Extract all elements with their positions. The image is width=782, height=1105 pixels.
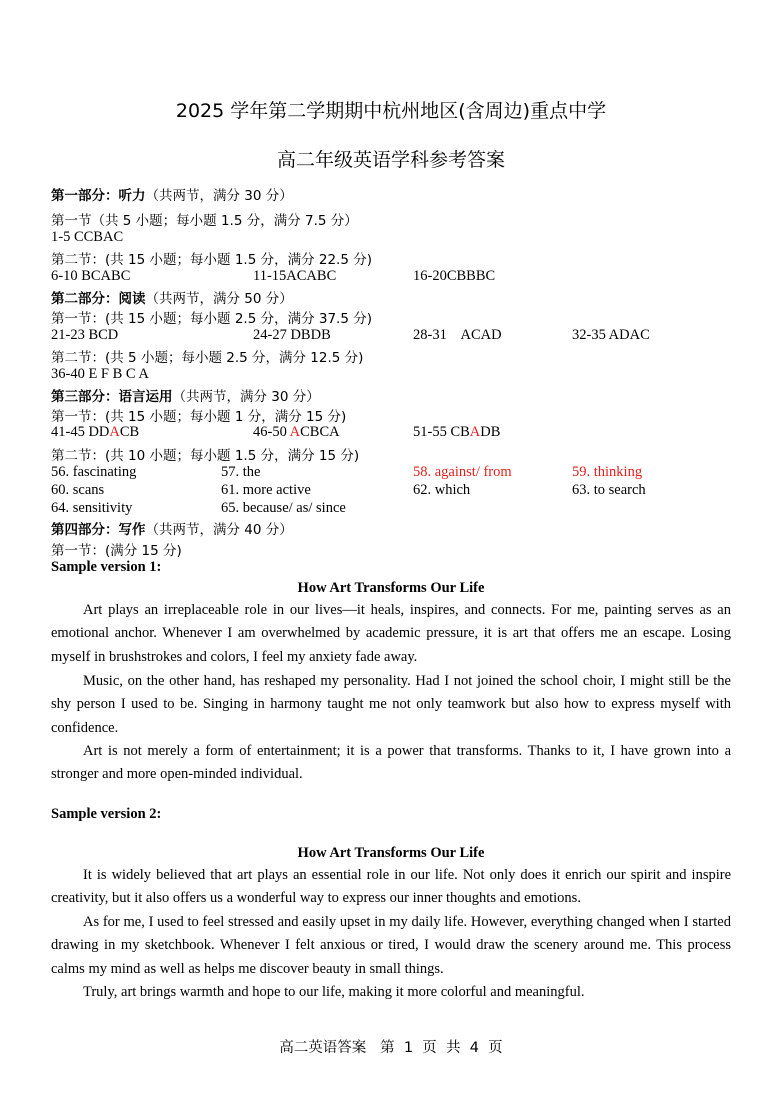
answer-51-55-prefix: 51-55 CB xyxy=(413,424,470,440)
document-title-line2: 高二年级英语学科参考答案 xyxy=(276,149,505,171)
answer-64: 64. sensitivity xyxy=(51,500,133,516)
part4-section1: 第一节：(满分 15 分) xyxy=(51,543,182,559)
part3-heading xyxy=(51,385,320,405)
answer-21-23: 21-23 BCD xyxy=(51,327,119,343)
part1-section1: 第一节（共 5 小题；每小题 1.5 分，满分 7.5 分） xyxy=(51,213,358,229)
part1-heading-note: （共两节，满分 30 分） xyxy=(145,188,293,204)
answer-41-45-prefix: 41-45 DD xyxy=(51,424,110,440)
answer-63: 63. to search xyxy=(572,482,646,498)
answer-61: 61. more active xyxy=(221,482,311,498)
answer-24-27: 24-27 DBDB xyxy=(253,327,331,343)
part4-heading xyxy=(51,518,293,538)
answer-6-10: 6-10 BCABC xyxy=(51,268,131,284)
sample2-paragraph1: It is widely believed that art plays an essential role in our life. Not only does it enrich our spirit and inspire creativity, but it also offers us a wonderful way to express our inner thoughts and emotions. xyxy=(51,867,731,907)
sample2-paragraph2: As for me, I used to feel stressed and easily upset in my daily life. However, everything changed when I started drawing in my sketchbook. Whenever I felt anxious or tired, I would draw the scenery around me. This process calms my mind as well as helps me discover beauty in small things. xyxy=(51,914,731,977)
answer-36-40: 36-40 E F B C A xyxy=(51,366,149,382)
answer-60: 60. scans xyxy=(51,482,105,498)
part3-section2: 第二节：(共 10 小题；每小题 1.5 分，满分 15 分) xyxy=(51,448,360,464)
part3-heading-label: 第三部分：语言运用 xyxy=(51,389,173,405)
sample2-label: Sample version 2: xyxy=(51,806,162,822)
part3-heading-note: （共两节，满分 30 分） xyxy=(172,389,320,405)
answer-59: 59. thinking xyxy=(572,464,643,480)
answer-41-45-highlight: A xyxy=(109,424,120,440)
page-footer: 高二英语答案 第 1 页 共 4 页 xyxy=(279,1040,503,1056)
sample2-paragraph3: Truly, art brings warmth and hope to our life, making it more colorful and meaningful. xyxy=(83,984,585,1000)
document-title-line1: 2025 学年第二学期期中杭州地区(含周边)重点中学 xyxy=(175,100,607,122)
sample1-label: Sample version 1: xyxy=(51,559,162,575)
answer-28-31: 28-31 ACAD xyxy=(413,327,502,343)
sample1-paragraph1: Art plays an irreplaceable role in our lives—it heals, inspires, and connects. For me, painting serves as an emotional anchor. Whenever I am overwhelmed by academic pressure, it is art that offers me an escape. Losing myself in brushstrokes and colors, I feel my anxiety fade away. xyxy=(51,602,731,665)
part2-heading-note: （共两节，满分 50 分） xyxy=(145,291,293,307)
answer-16-20: 16-20CBBBC xyxy=(413,268,496,284)
part4-heading-label: 第四部分：写作 xyxy=(51,522,146,538)
answer-51-55 xyxy=(413,424,500,441)
part2-heading-label: 第二部分：阅读 xyxy=(51,291,146,307)
answer-41-45 xyxy=(51,424,139,441)
answer-46-50 xyxy=(253,424,340,441)
sample1-paragraph3: Art is not merely a form of entertainment; it is a power that transforms. Thanks to it, I have grown into a stronger and more open-minded individual. xyxy=(51,743,731,783)
answer-46-50-prefix: 46-50 xyxy=(253,424,290,440)
answer-58: 58. against/ from xyxy=(413,464,512,480)
part1-heading-label: 第一部分：听力 xyxy=(51,188,146,204)
part2-section2: 第二节：(共 5 小题；每小题 2.5 分，满分 12.5 分) xyxy=(51,350,364,366)
part2-heading xyxy=(51,287,293,307)
sample1-title: How Art Transforms Our Life xyxy=(297,580,485,596)
answer-51-55-suffix: DB xyxy=(480,424,501,440)
sample2-title: How Art Transforms Our Life xyxy=(297,845,485,861)
answer-1-5: 1-5 CCBAC xyxy=(51,229,124,245)
answer-46-50-highlight: A xyxy=(289,424,301,440)
answer-41-45-suffix: CB xyxy=(119,424,140,440)
answer-56: 56. fascinating xyxy=(51,464,137,480)
answer-46-50-suffix: CBCA xyxy=(300,424,340,440)
part1-heading xyxy=(51,184,293,204)
answer-32-35: 32-35 ADAC xyxy=(572,327,650,343)
answer-11-15: 11-15ACABC xyxy=(253,268,337,284)
sample1-paragraph2: Music, on the other hand, has reshaped my personality. Had I not joined the school choir, I might still be the shy person I used to be. Singing in harmony taught me not only teamwork but also how to express myself with confidence. xyxy=(51,673,731,736)
part2-section1: 第一节：(共 15 小题；每小题 2.5 分，满分 37.5 分) xyxy=(51,311,372,327)
answer-51-55-highlight: A xyxy=(469,424,481,440)
part4-heading-note: （共两节，满分 40 分） xyxy=(145,522,293,538)
part3-section1: 第一节：(共 15 小题；每小题 1 分，满分 15 分) xyxy=(51,409,347,425)
answer-62: 62. which xyxy=(413,482,471,498)
answer-65: 65. because/ as/ since xyxy=(221,500,346,516)
answer-57: 57. the xyxy=(221,464,261,480)
part1-section2: 第二节：(共 15 小题；每小题 1.5 分，满分 22.5 分) xyxy=(51,252,372,268)
